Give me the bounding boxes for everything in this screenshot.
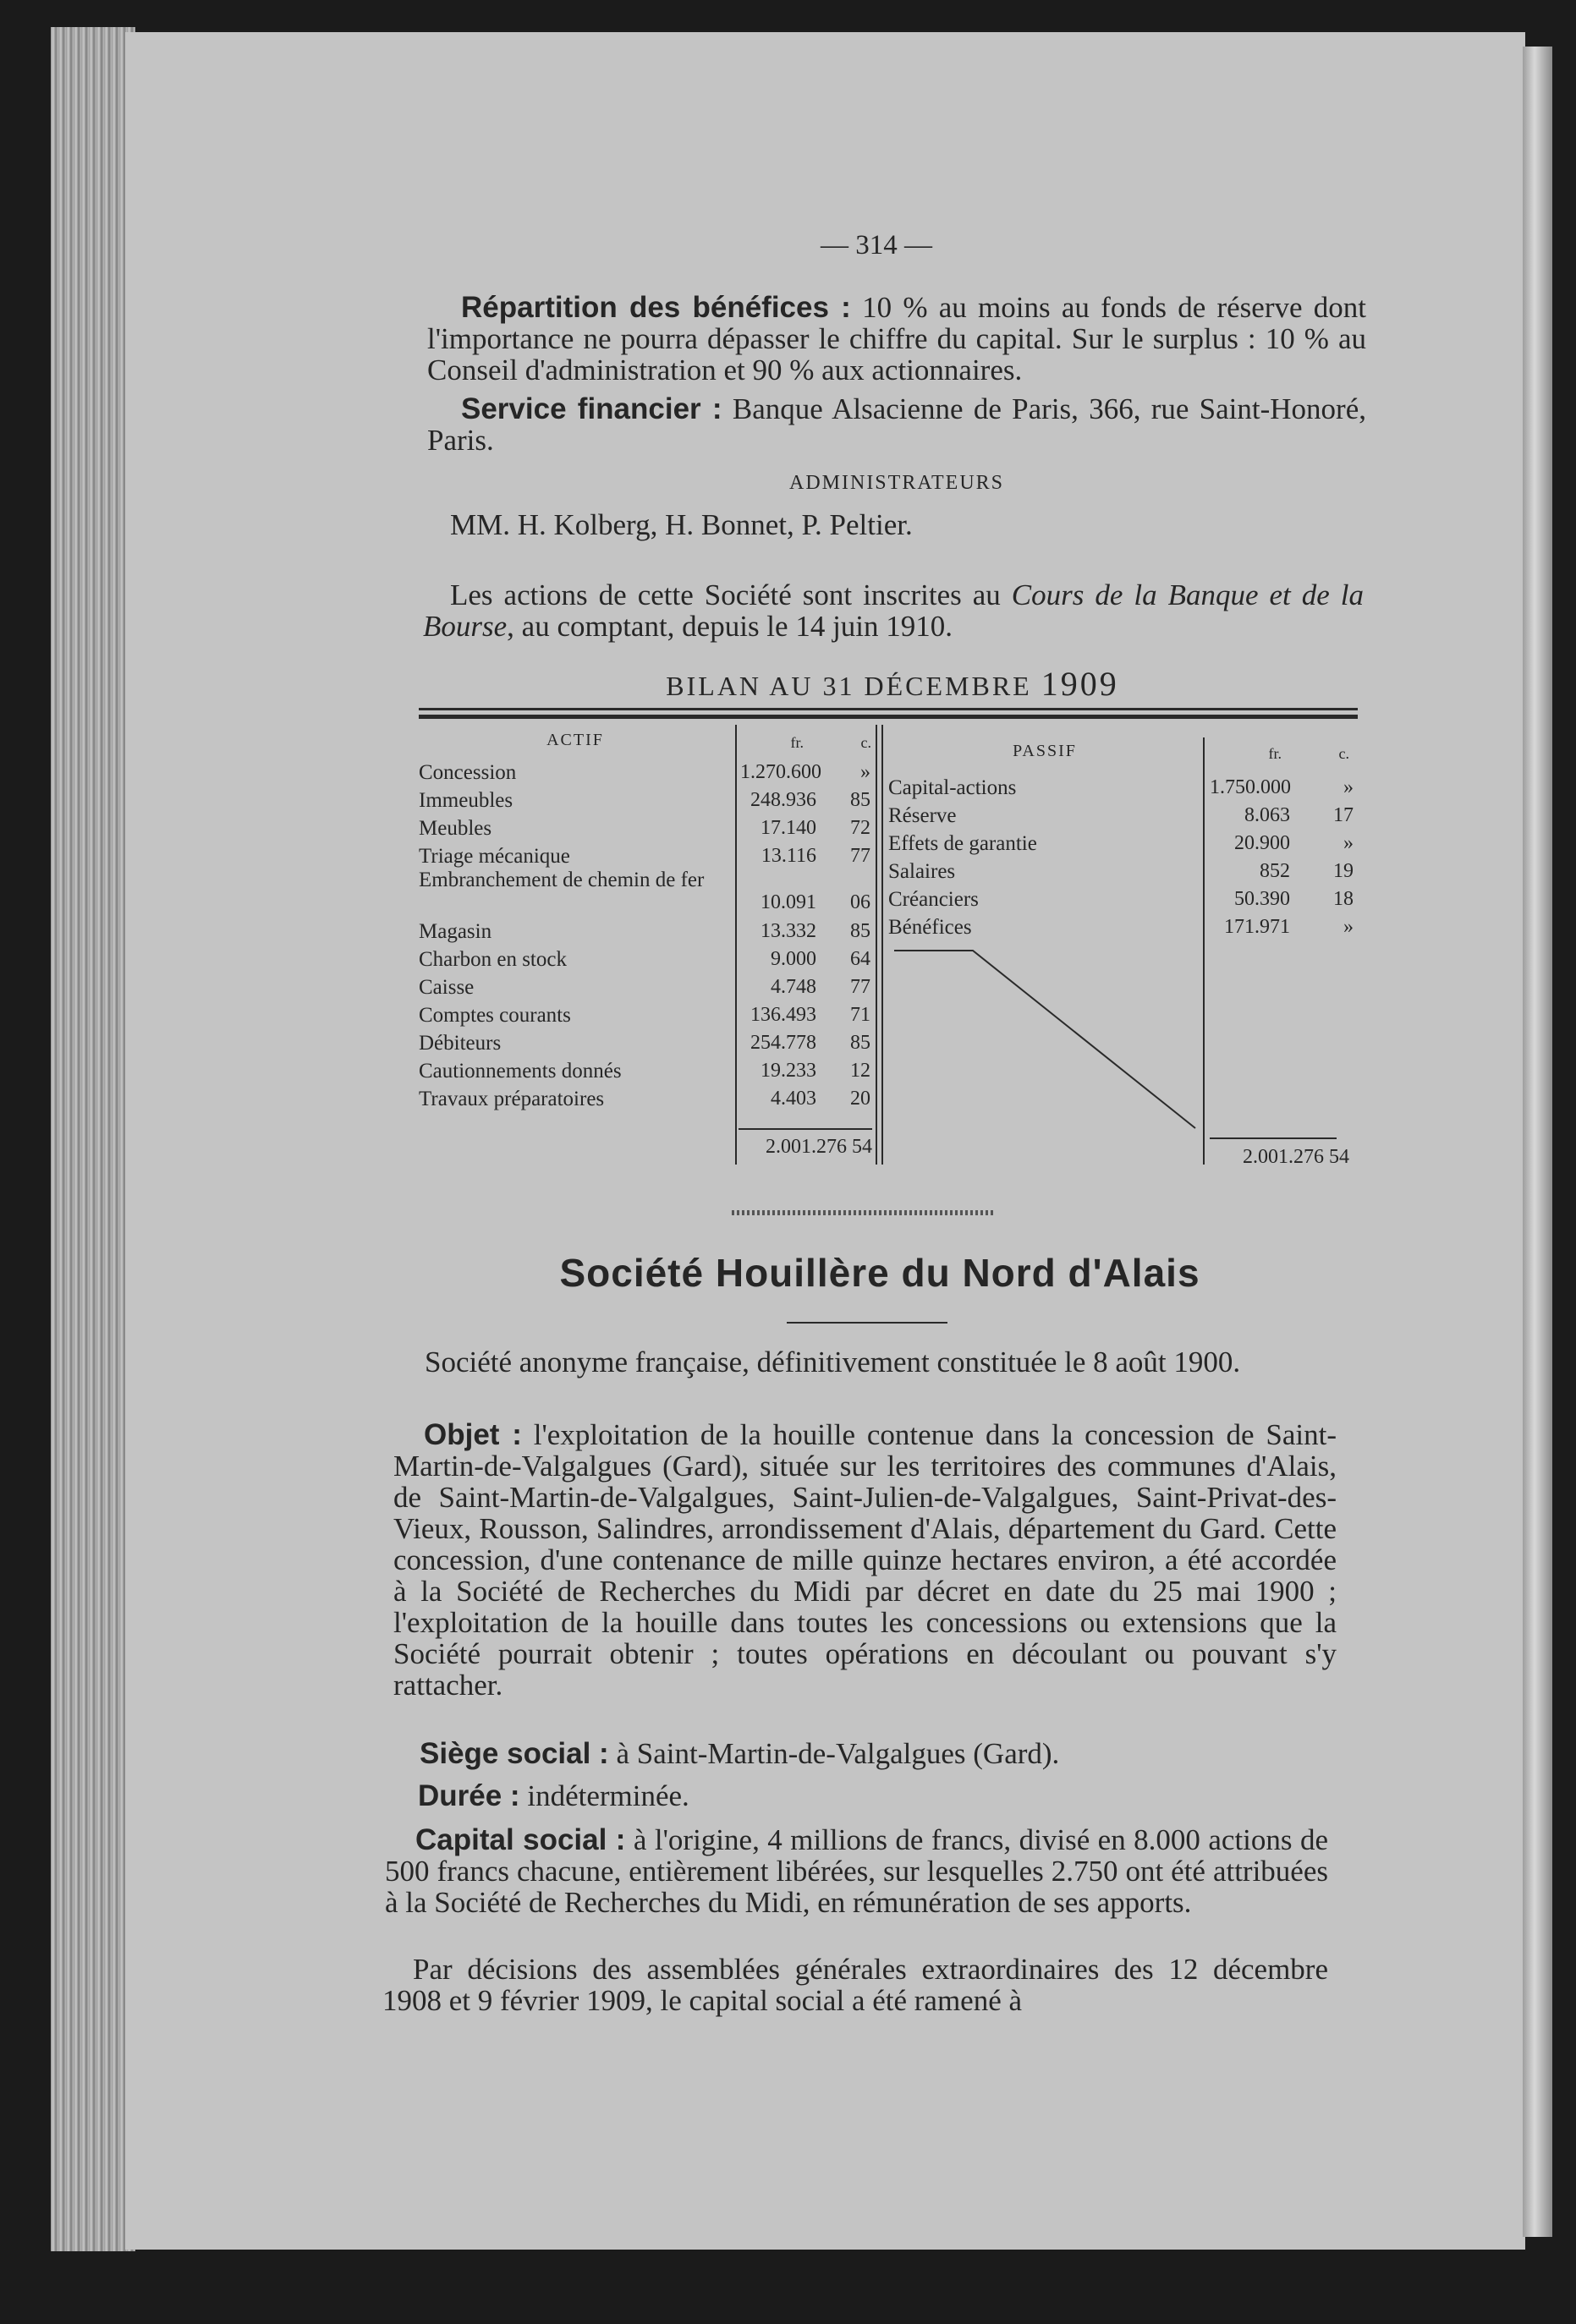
table-row	[419, 870, 876, 918]
capital-text: à l'origine, 4 millions de francs, divisé en 8.000 actions de 500 francs chacune, entièrement libérées, sur lesquelles 2.750 ont été attribuées à la Société de Recherches du Midi, en rémunération de ses apports.	[385, 1823, 1329, 1919]
actif-header: ACTIF	[546, 731, 604, 749]
actif-total: 2.001.276 54	[766, 1136, 872, 1158]
row-c: 85	[850, 920, 870, 942]
row-fr: 4.748	[771, 976, 816, 998]
row-c: »	[860, 761, 870, 783]
bilan-title	[423, 664, 1362, 704]
company-intro: Société anonyme française, définitivement constituée le 8 août 1900.	[425, 1346, 1241, 1379]
row-fr: 13.332	[761, 920, 816, 942]
row-fr: 9.000	[771, 948, 816, 970]
page-number: — 314 —	[821, 230, 932, 260]
row-fr: 4.403	[771, 1088, 816, 1110]
row-c: 17	[1333, 804, 1354, 826]
row-label: Triage mécanique	[419, 845, 570, 868]
table-row	[419, 1029, 876, 1057]
table-row	[419, 1001, 876, 1029]
table-top-rule-thick	[419, 715, 1358, 719]
row-label: Caisse	[419, 976, 475, 999]
row-fr: 852	[1260, 860, 1290, 882]
actif-total-rule	[739, 1128, 872, 1130]
table-row	[888, 913, 1358, 941]
row-fr: 19.233	[761, 1060, 816, 1082]
duree-label: Durée :	[418, 1779, 520, 1812]
table-top-rule	[419, 708, 1358, 710]
row-label: Comptes courants	[419, 1004, 571, 1027]
passif-header: PASSIF	[1013, 742, 1077, 760]
service-paragraph	[427, 393, 1366, 456]
row-label: Charbon en stock	[419, 948, 567, 971]
objet-text: l'exploitation de la houille contenue dans la concession de Saint-Martin-de-Valgalgues (Gard), située sur les territoires des communes d'Alais, de Saint-Martin-de-Valgalgues, Saint-Julien-de-Valgalgues, Saint-Privat-des-Vieux, Rousson, Salindres, arrondissement d'Alais, département du Gard. Cette concession, d'une contenance de mille quinze hectares environ, a été accordée à la Société de Recherches du Midi par décret en date du 25 mai 1900 ; l'exploitation de la houille dans toutes les concessions ou extensions que la Société pourrait obtenir ; toutes opérations en découlant ou pouvant s'y rattacher.	[393, 1418, 1337, 1702]
row-fr: 136.493	[750, 1004, 816, 1026]
table-row	[419, 1085, 876, 1113]
row-fr: 50.390	[1234, 888, 1290, 910]
siege-paragraph	[389, 1738, 1332, 1769]
siege-text: à Saint-Martin-de-Valgalgues (Gard).	[616, 1737, 1060, 1770]
row-fr: 171.971	[1224, 916, 1290, 938]
row-c: 71	[850, 1004, 870, 1026]
row-c: 19	[1333, 860, 1354, 882]
passif-rows	[888, 774, 1358, 941]
table-row	[888, 858, 1358, 885]
row-fr: 17.140	[761, 817, 816, 839]
duree-paragraph	[387, 1780, 1331, 1812]
repartition-text: 10 % au moins au fonds de réserve dont l'importance ne pourra dépasser le chiffre du capital. Sur le surplus : 10 % au Conseil d'administration et 90 % aux actionnaires.	[427, 291, 1367, 386]
table-row	[419, 759, 876, 787]
repartition-paragraph	[427, 292, 1366, 386]
row-fr: 20.900	[1234, 832, 1290, 854]
passif-total-rule	[1210, 1137, 1337, 1139]
row-fr: 1.270.600	[740, 761, 821, 783]
row-label: Embranchement de chemin de fer	[419, 870, 705, 891]
capital-label: Capital social :	[415, 1823, 626, 1856]
row-c: 20	[850, 1088, 870, 1110]
table-row	[419, 918, 876, 945]
duree-text: indéterminée.	[527, 1779, 689, 1812]
row-fr: 248.936	[750, 789, 816, 811]
table-row	[888, 774, 1358, 802]
row-label: Concession	[419, 761, 517, 784]
capital-paragraph	[385, 1824, 1328, 1918]
row-c: 85	[850, 1032, 870, 1054]
passif-unit-c: c.	[1338, 745, 1349, 762]
table-row	[419, 842, 876, 870]
table-row	[888, 802, 1358, 830]
table-row	[419, 945, 876, 973]
row-c: 85	[850, 789, 870, 811]
row-c: 77	[850, 976, 870, 998]
row-label: Cautionnements donnés	[419, 1060, 622, 1083]
cours-text-1: Les actions de cette Société sont inscrites au	[450, 578, 1012, 611]
row-c: 18	[1333, 888, 1354, 910]
cours-text-italic: Cours de la Banque et de la Bourse	[423, 578, 1365, 643]
row-fr: 8.063	[1244, 804, 1290, 826]
book-page-edges	[51, 27, 135, 2251]
service-label: Service financier :	[461, 392, 722, 425]
company-title: Société Houillère du Nord d'Alais	[559, 1251, 1200, 1295]
row-label: Créanciers	[888, 888, 979, 911]
table-row	[419, 814, 876, 842]
row-fr: 1.750.000	[1210, 776, 1291, 798]
row-label: Débiteurs	[419, 1032, 502, 1055]
bilan-title-text: BILAN AU 31 DÉCEMBRE	[666, 671, 1032, 701]
bilan-title-year: 1909	[1041, 665, 1119, 703]
row-label: Réserve	[888, 804, 957, 827]
table-row	[888, 885, 1358, 913]
table-row	[419, 787, 876, 814]
company-title-rule	[787, 1322, 947, 1324]
book-gutter	[1523, 47, 1552, 2237]
objet-label: Objet :	[424, 1418, 522, 1451]
repartition-label: Répartition des bénéfices :	[461, 291, 851, 324]
administrateurs-heading: ADMINISTRATEURS	[788, 472, 1004, 494]
row-c: 64	[850, 948, 870, 970]
row-c: 06	[850, 891, 870, 913]
table-row	[419, 973, 876, 1001]
table-row	[888, 830, 1358, 858]
row-c: 12	[850, 1060, 870, 1082]
section-separator	[732, 1210, 994, 1215]
decisions-paragraph: Par décisions des assemblées générales extraordinaires des 12 décembre 1908 et 9 février 1909, le capital social a été ramené à	[382, 1953, 1328, 2017]
cours-paragraph	[423, 579, 1364, 642]
siege-label: Siège social :	[420, 1737, 609, 1770]
administrateurs-text: MM. H. Kolberg, H. Bonnet, P. Peltier.	[450, 508, 913, 541]
actif-unit-c: c.	[860, 734, 871, 751]
actif-unit-fr: fr.	[790, 734, 804, 751]
bilan-table	[419, 708, 1358, 1168]
row-label: Travaux préparatoires	[419, 1088, 605, 1110]
actif-rows	[419, 759, 876, 1113]
row-fr: 254.778	[750, 1032, 816, 1054]
row-c: 77	[850, 845, 870, 867]
row-label: Magasin	[419, 920, 492, 943]
row-label: Capital-actions	[888, 776, 1017, 799]
objet-paragraph	[393, 1419, 1337, 1701]
row-c: »	[1343, 832, 1354, 854]
passif-total: 2.001.276 54	[1243, 1146, 1349, 1168]
row-fr: 10.091	[761, 891, 816, 913]
row-fr: 13.116	[761, 845, 816, 867]
row-label: Effets de garantie	[888, 832, 1037, 855]
row-c: »	[1343, 776, 1354, 798]
passif-unit-fr: fr.	[1268, 745, 1282, 762]
center-divider-1	[876, 725, 877, 1165]
row-label: Meubles	[419, 817, 492, 840]
service-text: Banque Alsacienne de Paris, 366, rue Saint-Honoré, Paris.	[427, 392, 1366, 457]
table-row	[419, 1057, 876, 1085]
row-label: Immeubles	[419, 789, 513, 812]
center-divider-2	[881, 725, 883, 1165]
row-c: 72	[850, 817, 870, 839]
row-label: Salaires	[888, 860, 956, 883]
passif-filler-line	[892, 949, 1205, 1143]
cours-text-2: , au comptant, depuis le 14 juin 1910.	[507, 610, 953, 643]
row-label: Bénéfices	[888, 916, 972, 939]
row-c: »	[1343, 916, 1354, 938]
